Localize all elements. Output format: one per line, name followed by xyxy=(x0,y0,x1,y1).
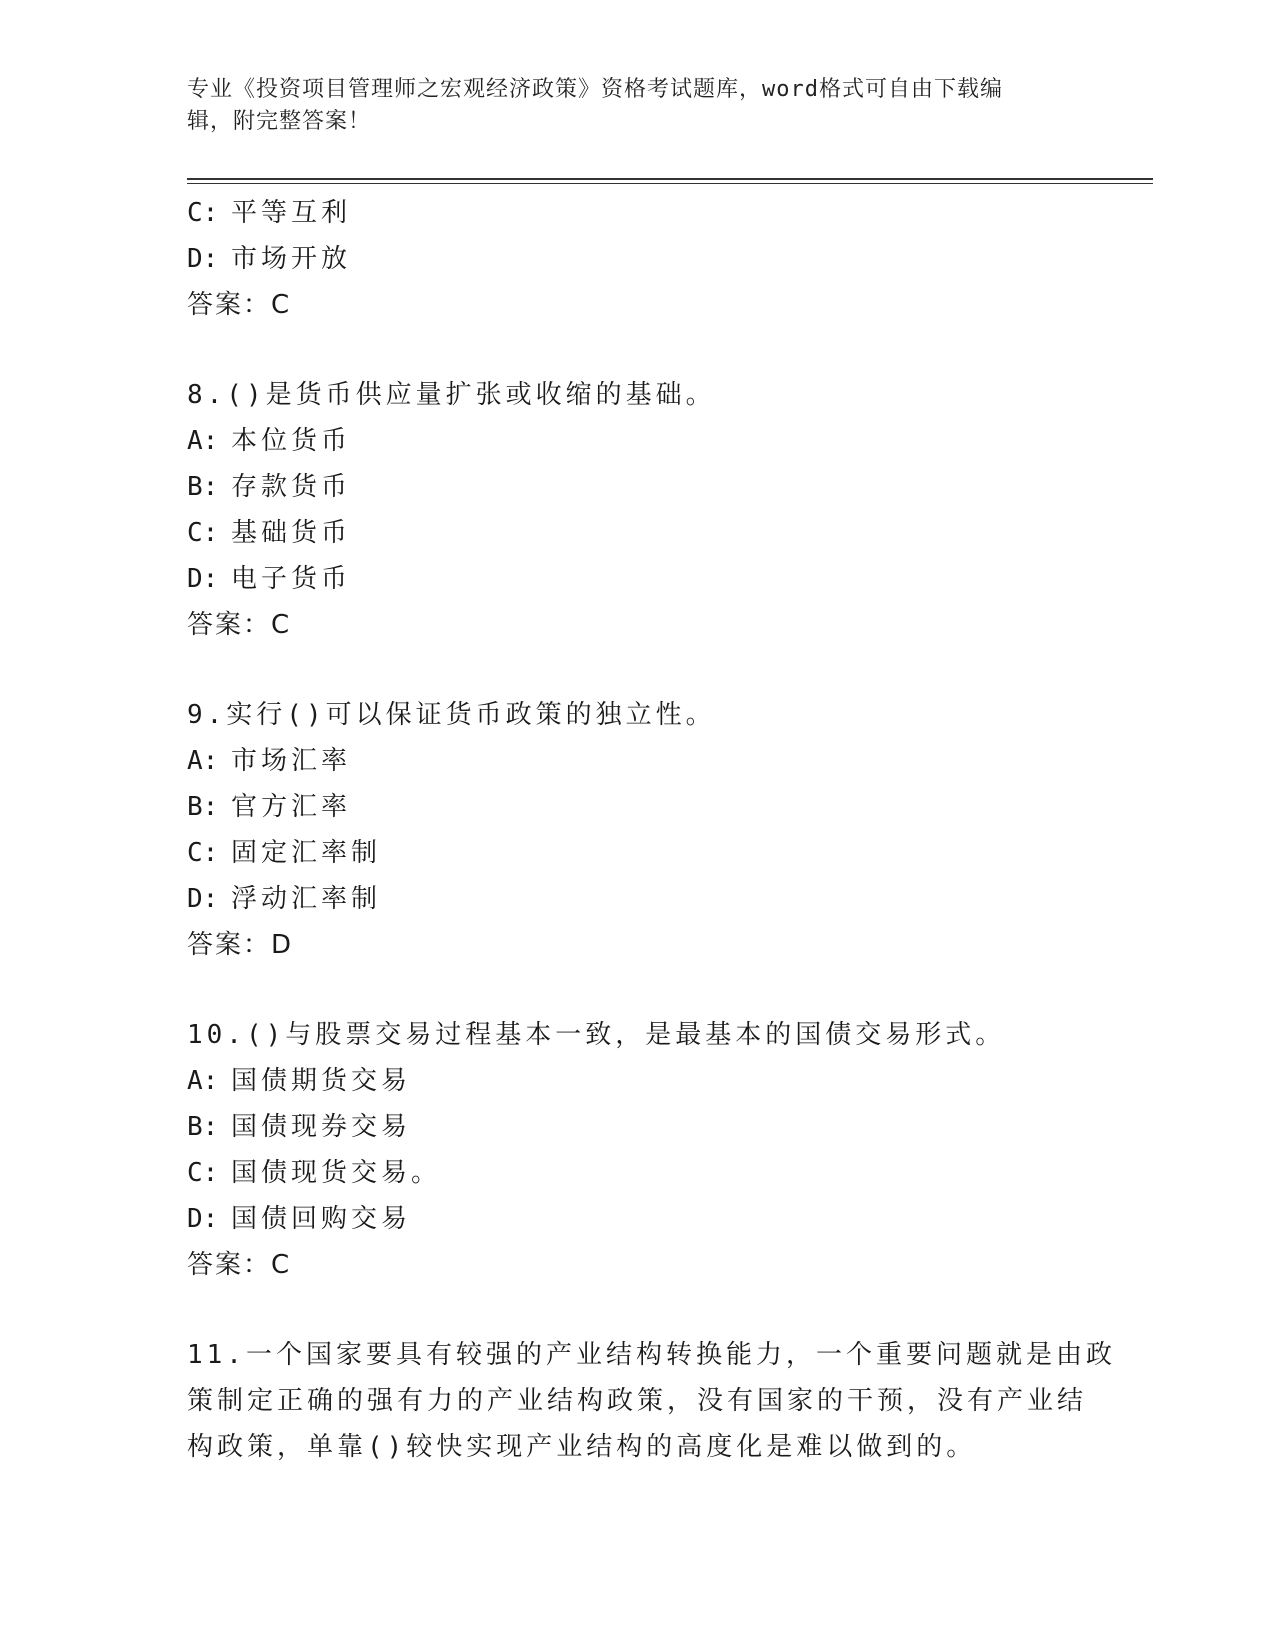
question-11 xyxy=(187,1332,1116,1470)
option-key: C: xyxy=(187,1158,219,1188)
question-7 xyxy=(187,190,1087,328)
answer-line: 答案：D xyxy=(187,930,294,960)
option-text: 基础货币 xyxy=(231,518,352,548)
answer-line: 答案：C xyxy=(187,1250,292,1280)
option-d xyxy=(187,236,1087,282)
option-d xyxy=(187,1196,1087,1242)
question-text: 9.实行()可以保证货币政策的独立性。 xyxy=(187,700,716,730)
answer-line: 答案：C xyxy=(187,610,292,640)
question-list xyxy=(187,190,1116,1470)
option-a xyxy=(187,418,1087,464)
option-key: C: xyxy=(187,518,219,548)
option-text: 国债现券交易 xyxy=(231,1112,412,1142)
option-b xyxy=(187,784,1087,830)
option-key: B: xyxy=(187,472,219,502)
option-b xyxy=(187,1104,1087,1150)
option-text: 官方汇率 xyxy=(231,792,352,822)
question-text: 8.()是货币供应量扩张或收缩的基础。 xyxy=(187,380,716,410)
option-text: 电子货币 xyxy=(231,564,352,594)
option-text: 市场开放 xyxy=(231,244,352,274)
option-a xyxy=(187,738,1087,784)
question-text-line-1: 11.一个国家要具有较强的产业结构转换能力，一个重要问题就是由政 xyxy=(187,1340,1116,1370)
question-text-line-3: 构政策，单靠()较快实现产业结构的高度化是难以做到的。 xyxy=(187,1432,977,1462)
header-note xyxy=(187,74,1067,138)
answer-line: 答案：C xyxy=(187,290,292,320)
option-b xyxy=(187,464,1087,510)
option-text: 浮动汇率制 xyxy=(231,884,382,914)
option-c xyxy=(187,510,1087,556)
option-text: 本位货币 xyxy=(231,426,352,456)
option-key: C: xyxy=(187,838,219,868)
option-a xyxy=(187,1058,1087,1104)
option-c xyxy=(187,830,1087,876)
option-text: 固定汇率制 xyxy=(231,838,382,868)
option-text: 存款货币 xyxy=(231,472,352,502)
option-key: B: xyxy=(187,792,219,822)
option-text: 平等互利 xyxy=(231,198,352,228)
option-d xyxy=(187,556,1087,602)
question-text-line-2: 策制定正确的强有力的产业结构政策，没有国家的干预，没有产业结 xyxy=(187,1386,1088,1416)
option-d xyxy=(187,876,1087,922)
option-c xyxy=(187,1150,1087,1196)
header-divider-thin xyxy=(187,183,1153,184)
option-key: D: xyxy=(187,1204,219,1234)
header-line-1: 专业《投资项目管理师之宏观经济政策》资格考试题库，word格式可自由下载编 xyxy=(187,77,1003,102)
option-key: A: xyxy=(187,746,219,776)
question-8 xyxy=(187,372,1087,648)
option-text: 国债回购交易 xyxy=(231,1204,412,1234)
question-9 xyxy=(187,692,1087,968)
option-key: A: xyxy=(187,426,219,456)
question-10 xyxy=(187,1012,1087,1288)
question-text: 10.()与股票交易过程基本一致，是最基本的国债交易形式。 xyxy=(187,1020,1006,1050)
option-key: A: xyxy=(187,1066,219,1096)
option-key: D: xyxy=(187,244,219,274)
option-key: B: xyxy=(187,1112,219,1142)
option-text: 市场汇率 xyxy=(231,746,352,776)
option-text: 国债现货交易。 xyxy=(231,1158,442,1188)
option-key: D: xyxy=(187,564,219,594)
header-line-2: 辑，附完整答案！ xyxy=(187,109,372,134)
header-divider xyxy=(187,178,1153,180)
option-key: D: xyxy=(187,884,219,914)
option-text: 国债期货交易 xyxy=(231,1066,412,1096)
option-key: C: xyxy=(187,198,219,228)
option-c xyxy=(187,190,1087,236)
